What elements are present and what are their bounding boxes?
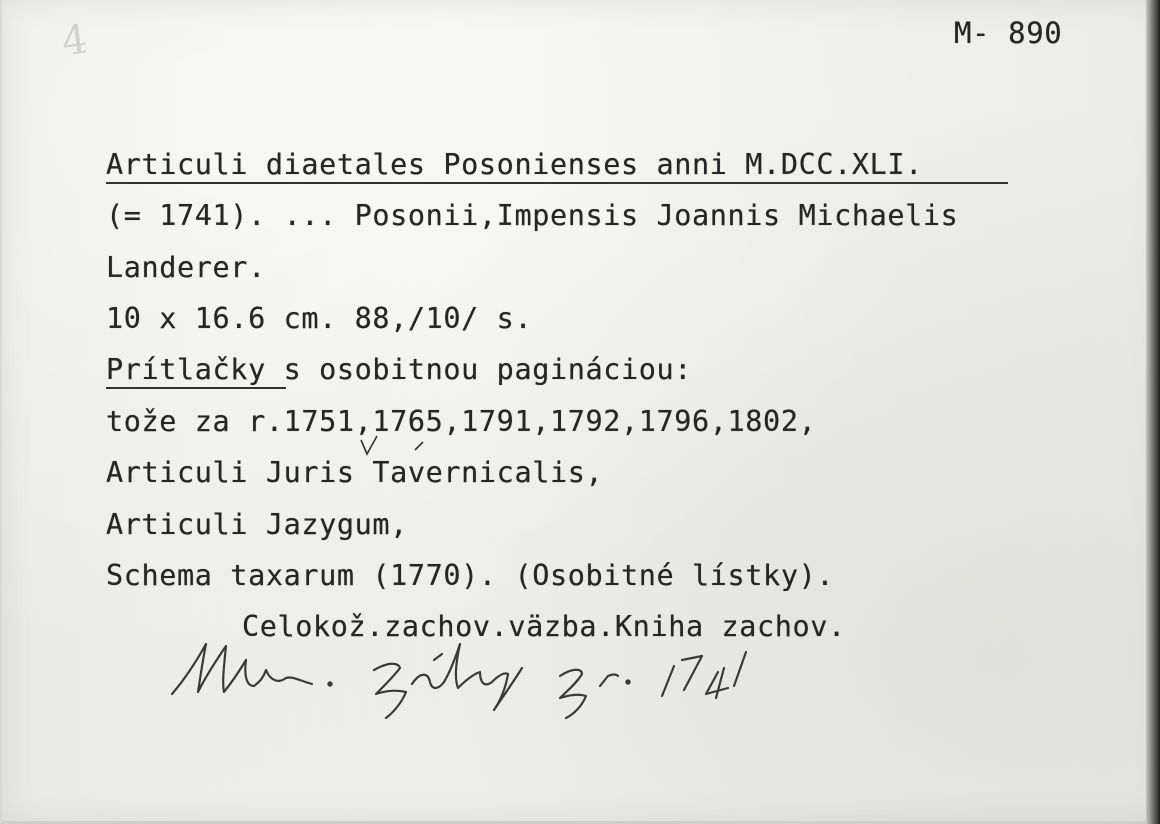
imprint-line: (= 1741). ... Posonii,Impensis Joannis Michaelis [106, 199, 959, 232]
title-underline [106, 182, 1008, 184]
articuli-juris-line: Articuli Juris Tavernicalis, [106, 456, 604, 489]
reprints-line: Prítlačky s osobitnou pagináciou: [106, 353, 693, 386]
handwritten-note [162, 632, 782, 722]
reprints-underline [106, 387, 286, 389]
title-line: Articuli diaetales Posonienses anni M.DCC.XLI. [106, 148, 923, 181]
articuli-jazygum-line: Articuli Jazygum, [106, 508, 408, 541]
years-line: tože za r.1751,1765,1791,1792,1796,1802, [106, 405, 817, 438]
pencil-mark: 4 [58, 16, 91, 66]
card-edge-shadow [1146, 0, 1160, 824]
binding-note-line: Celokož.zachov.väzba.Kniha zachov. [242, 610, 846, 643]
publisher-line: Landerer. [106, 251, 266, 284]
physical-description-line: 10 x 16.6 cm. 88,/10/ s. [106, 302, 533, 335]
call-number: M- 890 [954, 16, 1063, 50]
schema-taxarum-line: Schema taxarum (1770). (Osobitné lístky). [106, 559, 835, 592]
